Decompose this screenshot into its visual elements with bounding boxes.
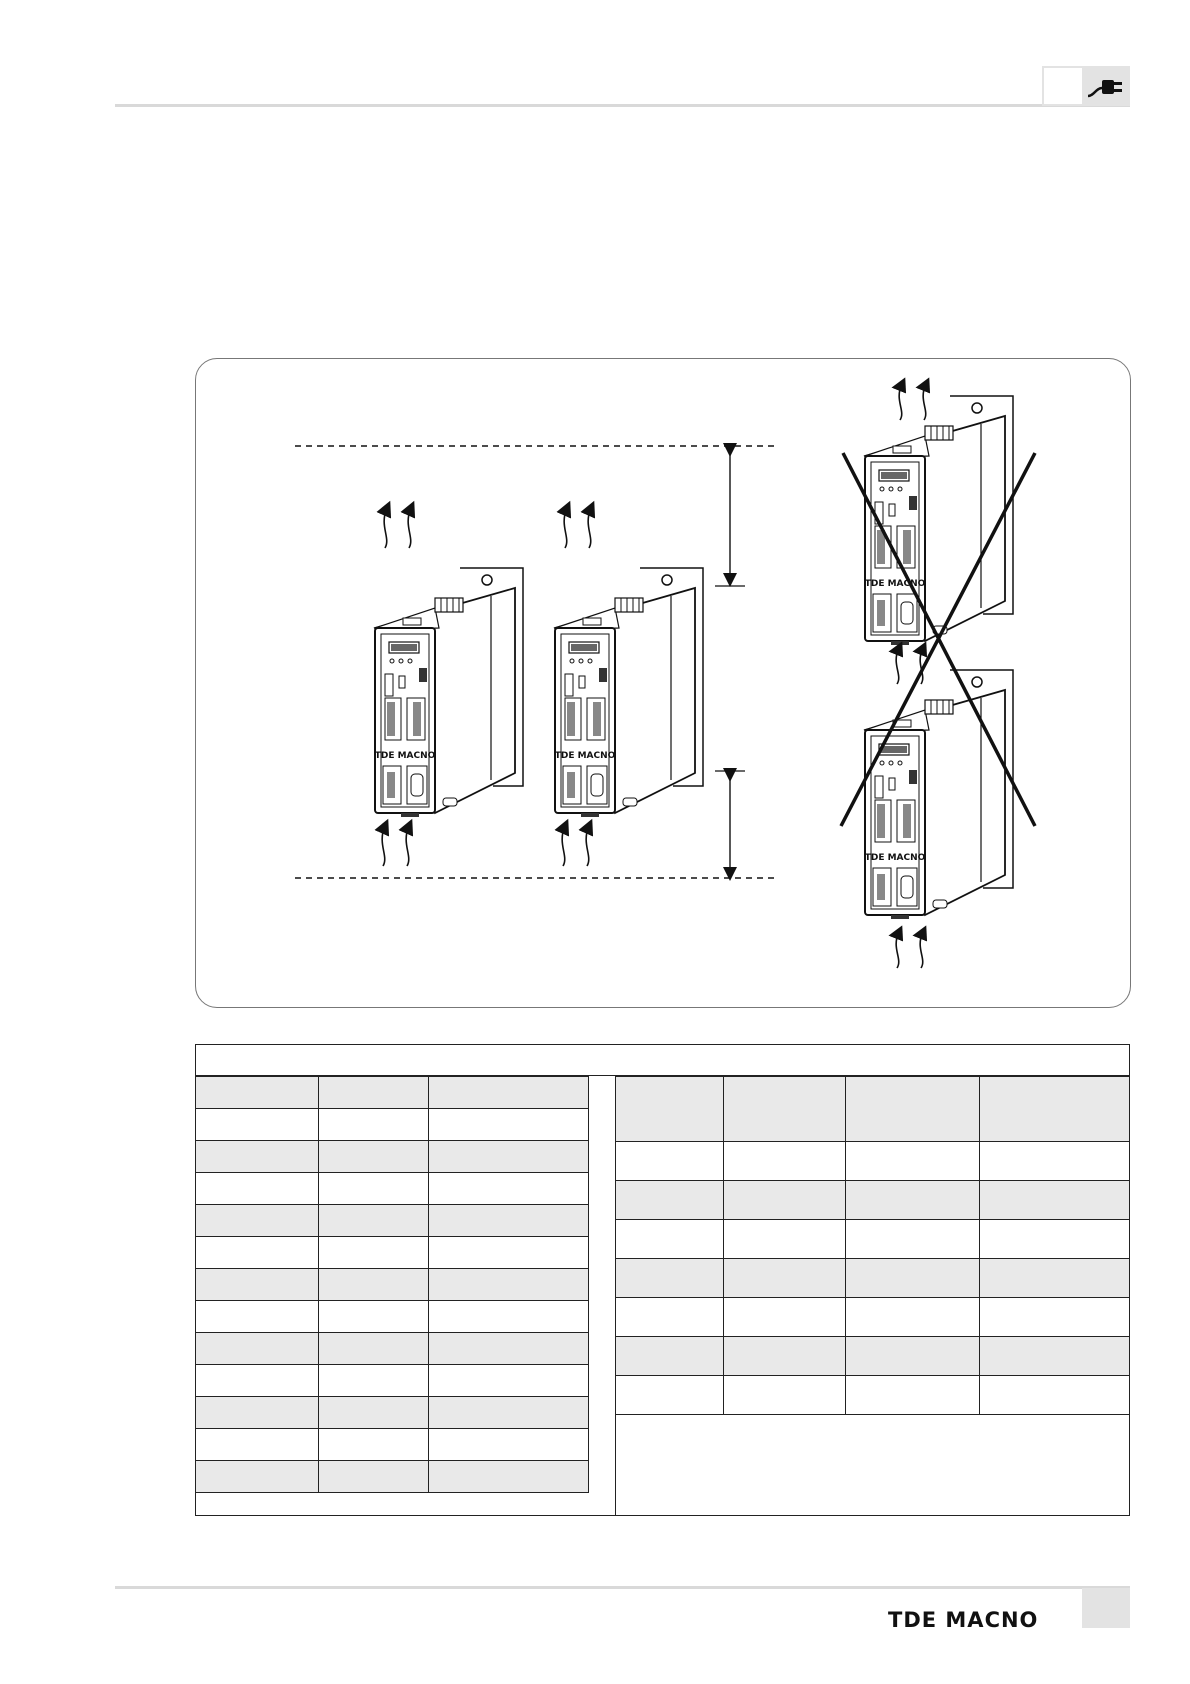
table-row	[196, 1173, 589, 1205]
specs-table-title-row	[195, 1044, 1130, 1076]
table-row	[616, 1259, 1130, 1298]
table-note	[615, 1414, 1130, 1516]
left-table	[195, 1076, 589, 1493]
table-row	[196, 1461, 589, 1493]
table-row	[196, 1397, 589, 1429]
table-row	[616, 1181, 1130, 1220]
airflow-arrow-icon	[384, 508, 411, 548]
page-number-box	[1082, 1588, 1130, 1628]
right-table	[615, 1076, 1130, 1415]
table-row	[196, 1365, 589, 1397]
table-header-row	[196, 1077, 589, 1109]
table-row	[196, 1429, 589, 1461]
power-plug-icon	[1082, 66, 1130, 106]
table-row	[616, 1376, 1130, 1415]
airflow-arrow-icon	[564, 508, 591, 548]
brand-logo: TDE MACNO	[888, 1608, 1039, 1632]
drive-unit-allowed	[555, 568, 703, 817]
installation-diagram: TDE MACNO	[195, 358, 1131, 1008]
airflow-arrow-icon	[562, 826, 589, 866]
table-header-row	[616, 1077, 1130, 1142]
header-section-tab	[1082, 66, 1130, 106]
table-row	[196, 1109, 589, 1141]
drive-unit-not-allowed	[865, 670, 1013, 919]
table-row	[616, 1220, 1130, 1259]
footer-rule	[115, 1586, 1130, 1589]
table-row	[196, 1269, 589, 1301]
airflow-arrow-icon	[899, 384, 926, 420]
airflow-arrow-icon	[896, 932, 923, 968]
table-row	[616, 1142, 1130, 1181]
header-page-box	[1042, 66, 1082, 106]
table-row	[196, 1333, 589, 1365]
table-row	[616, 1298, 1130, 1337]
airflow-arrow-icon	[382, 826, 409, 866]
table-row	[196, 1301, 589, 1333]
table-row	[196, 1237, 589, 1269]
header-rule	[115, 104, 1130, 107]
table-row	[196, 1141, 589, 1173]
drive-unit-not-allowed	[865, 396, 1013, 645]
drive-unit-allowed	[375, 568, 523, 817]
table-row	[616, 1337, 1130, 1376]
table-row	[196, 1205, 589, 1237]
